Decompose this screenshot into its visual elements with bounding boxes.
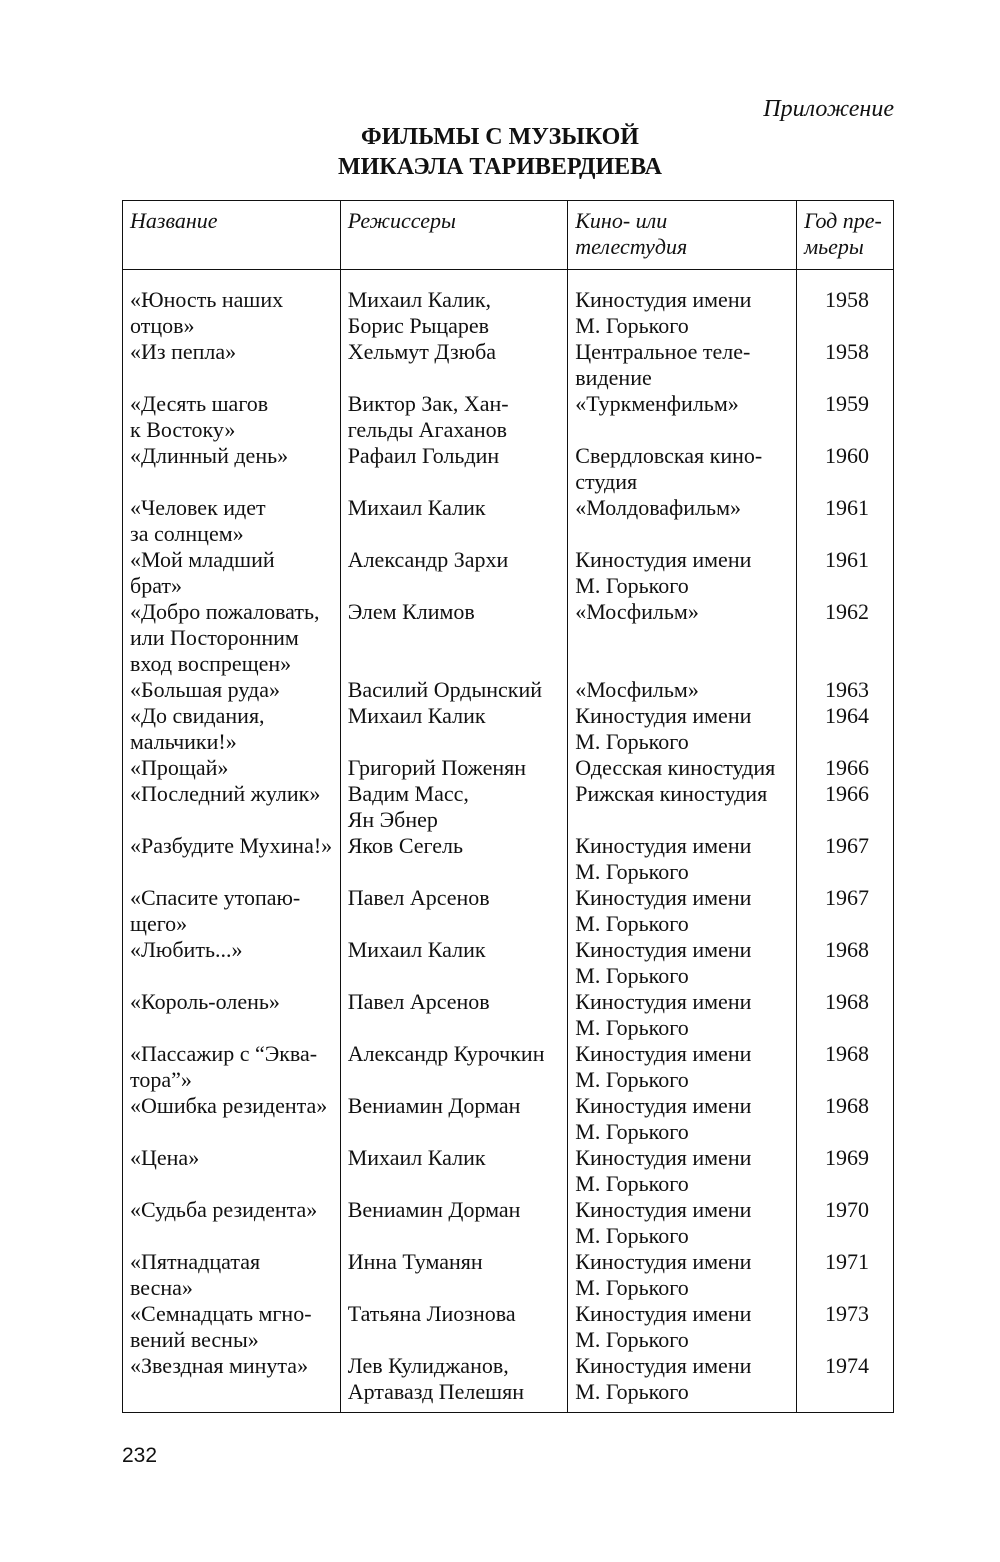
table-row bbox=[123, 1301, 894, 1353]
year-cell: 1974 bbox=[797, 1353, 894, 1413]
directors-cell: Павел Арсенов bbox=[340, 989, 568, 1041]
studio-cell: Киностудия имени М. Горького bbox=[568, 1353, 797, 1413]
studio-cell: Свердловская кино- студия bbox=[568, 443, 797, 495]
year-cell: 1961 bbox=[797, 547, 894, 599]
table-row bbox=[123, 677, 894, 703]
table-header bbox=[123, 201, 894, 270]
studio-cell: Киностудия имени М. Горького bbox=[568, 703, 797, 755]
film-title-cell: «Любить...» bbox=[123, 937, 341, 989]
year-cell: 1960 bbox=[797, 443, 894, 495]
year-cell: 1966 bbox=[797, 755, 894, 781]
directors-cell: Инна Туманян bbox=[340, 1249, 568, 1301]
table-row bbox=[123, 989, 894, 1041]
directors-cell: Александр Курочкин bbox=[340, 1041, 568, 1093]
film-title-cell: «Добро пожаловать, или Посторонним вход воспрещен» bbox=[123, 599, 341, 677]
table-body bbox=[123, 270, 894, 1413]
studio-cell: Киностудия имени М. Горького bbox=[568, 1301, 797, 1353]
title-line-1: ФИЛЬМЫ С МУЗЫКОЙ bbox=[361, 124, 639, 150]
directors-cell: Виктор Зак, Хан- гельды Агаханов bbox=[340, 391, 568, 443]
column-header-studio: Кино- или телестудия bbox=[568, 201, 797, 270]
page-number: 232 bbox=[122, 1444, 158, 1467]
studio-cell: Одесская киностудия bbox=[568, 755, 797, 781]
film-title-cell: «Спасите утопаю- щего» bbox=[123, 885, 341, 937]
studio-cell: Киностудия имени М. Горького bbox=[568, 989, 797, 1041]
table-row bbox=[123, 270, 894, 340]
films-table bbox=[122, 200, 894, 1413]
studio-cell: Рижская киностудия bbox=[568, 781, 797, 833]
studio-cell: Центральное теле- видение bbox=[568, 339, 797, 391]
studio-cell: «Молдовафильм» bbox=[568, 495, 797, 547]
column-header-directors: Режиссеры bbox=[340, 201, 568, 270]
film-title-cell: «Из пепла» bbox=[123, 339, 341, 391]
table-row bbox=[123, 443, 894, 495]
table-row bbox=[123, 937, 894, 989]
directors-cell: Лев Кулиджанов, Артавазд Пелешян bbox=[340, 1353, 568, 1413]
year-cell: 1968 bbox=[797, 1041, 894, 1093]
year-cell: 1967 bbox=[797, 885, 894, 937]
table-row bbox=[123, 1249, 894, 1301]
year-cell: 1968 bbox=[797, 989, 894, 1041]
studio-cell: Киностудия имени М. Горького bbox=[568, 1145, 797, 1197]
year-cell: 1961 bbox=[797, 495, 894, 547]
studio-cell: Киностудия имени М. Горького bbox=[568, 885, 797, 937]
year-cell: 1959 bbox=[797, 391, 894, 443]
film-title-cell: «Юность наших отцов» bbox=[123, 270, 341, 340]
year-cell: 1967 bbox=[797, 833, 894, 885]
table-row bbox=[123, 1093, 894, 1145]
year-cell: 1964 bbox=[797, 703, 894, 755]
directors-cell: Михаил Калик bbox=[340, 703, 568, 755]
year-cell: 1958 bbox=[797, 339, 894, 391]
year-cell: 1971 bbox=[797, 1249, 894, 1301]
film-title-cell: «До свидания, мальчики!» bbox=[123, 703, 341, 755]
studio-cell: Киностудия имени М. Горького bbox=[568, 1197, 797, 1249]
directors-cell: Павел Арсенов bbox=[340, 885, 568, 937]
film-title-cell: «Мой младший брат» bbox=[123, 547, 341, 599]
table-row bbox=[123, 755, 894, 781]
table-row bbox=[123, 833, 894, 885]
year-cell: 1973 bbox=[797, 1301, 894, 1353]
table-row bbox=[123, 391, 894, 443]
table-row bbox=[123, 781, 894, 833]
directors-cell: Михаил Калик bbox=[340, 495, 568, 547]
table-row bbox=[123, 703, 894, 755]
year-cell: 1963 bbox=[797, 677, 894, 703]
year-cell: 1962 bbox=[797, 599, 894, 677]
table-row bbox=[123, 1041, 894, 1093]
directors-cell: Василий Ордынский bbox=[340, 677, 568, 703]
studio-cell: Киностудия имени М. Горького bbox=[568, 1041, 797, 1093]
studio-cell: Киностудия имени М. Горького bbox=[568, 833, 797, 885]
table-row bbox=[123, 1145, 894, 1197]
directors-cell: Михаил Калик bbox=[340, 937, 568, 989]
table-row bbox=[123, 599, 894, 677]
studio-cell: «Туркменфильм» bbox=[568, 391, 797, 443]
studio-cell: Киностудия имени М. Горького bbox=[568, 1249, 797, 1301]
studio-cell: Киностудия имени М. Горького bbox=[568, 547, 797, 599]
studio-cell: Киностудия имени М. Горького bbox=[568, 937, 797, 989]
film-title-cell: «Большая руда» bbox=[123, 677, 341, 703]
directors-cell: Михаил Калик bbox=[340, 1145, 568, 1197]
table-row bbox=[123, 1353, 894, 1413]
column-header-title: Название bbox=[123, 201, 341, 270]
year-cell: 1958 bbox=[797, 270, 894, 340]
year-cell: 1969 bbox=[797, 1145, 894, 1197]
studio-cell: «Мосфильм» bbox=[568, 677, 797, 703]
year-cell: 1970 bbox=[797, 1197, 894, 1249]
directors-cell: Вадим Масс, Ян Эбнер bbox=[340, 781, 568, 833]
directors-cell: Элем Климов bbox=[340, 599, 568, 677]
year-cell: 1968 bbox=[797, 1093, 894, 1145]
film-title-cell: «Судьба резидента» bbox=[123, 1197, 341, 1249]
film-title-cell: «Пассажир с “Эква- тора”» bbox=[123, 1041, 341, 1093]
table-row bbox=[123, 1197, 894, 1249]
appendix-label: Приложение bbox=[763, 96, 894, 122]
film-title-cell: «Ошибка резидента» bbox=[123, 1093, 341, 1145]
table-row bbox=[123, 885, 894, 937]
directors-cell: Михаил Калик, Борис Рыцарев bbox=[340, 270, 568, 340]
directors-cell: Татьяна Лиознова bbox=[340, 1301, 568, 1353]
table-row bbox=[123, 495, 894, 547]
film-title-cell: «Последний жулик» bbox=[123, 781, 341, 833]
film-title-cell: «Семнадцать мгно- вений весны» bbox=[123, 1301, 341, 1353]
studio-cell: Киностудия имени М. Горького bbox=[568, 1093, 797, 1145]
column-header-year: Год пре- мьеры bbox=[797, 201, 894, 270]
directors-cell: Хельмут Дзюба bbox=[340, 339, 568, 391]
film-title-cell: «Звездная минута» bbox=[123, 1353, 341, 1413]
film-title-cell: «Длинный день» bbox=[123, 443, 341, 495]
film-title-cell: «Человек идет за солнцем» bbox=[123, 495, 341, 547]
film-title-cell: «Цена» bbox=[123, 1145, 341, 1197]
title-line-2: МИКАЭЛА ТАРИВЕРДИЕВА bbox=[337, 154, 663, 180]
directors-cell: Рафаил Гольдин bbox=[340, 443, 568, 495]
directors-cell: Александр Зархи bbox=[340, 547, 568, 599]
studio-cell: «Мосфильм» bbox=[568, 599, 797, 677]
table-row bbox=[123, 339, 894, 391]
directors-cell: Вениамин Дорман bbox=[340, 1197, 568, 1249]
studio-cell: Киностудия имени М. Горького bbox=[568, 270, 797, 340]
film-title-cell: «Разбудите Мухина!» bbox=[123, 833, 341, 885]
film-title-cell: «Пятнадцатая весна» bbox=[123, 1249, 341, 1301]
table-row bbox=[123, 547, 894, 599]
directors-cell: Вениамин Дорман bbox=[340, 1093, 568, 1145]
directors-cell: Григорий Поженян bbox=[340, 755, 568, 781]
film-title-cell: «Десять шагов к Востоку» bbox=[123, 391, 341, 443]
film-title-cell: «Прощай» bbox=[123, 755, 341, 781]
directors-cell: Яков Сегель bbox=[340, 833, 568, 885]
year-cell: 1966 bbox=[797, 781, 894, 833]
year-cell: 1968 bbox=[797, 937, 894, 989]
film-title-cell: «Король-олень» bbox=[123, 989, 341, 1041]
page-title bbox=[0, 122, 1000, 182]
